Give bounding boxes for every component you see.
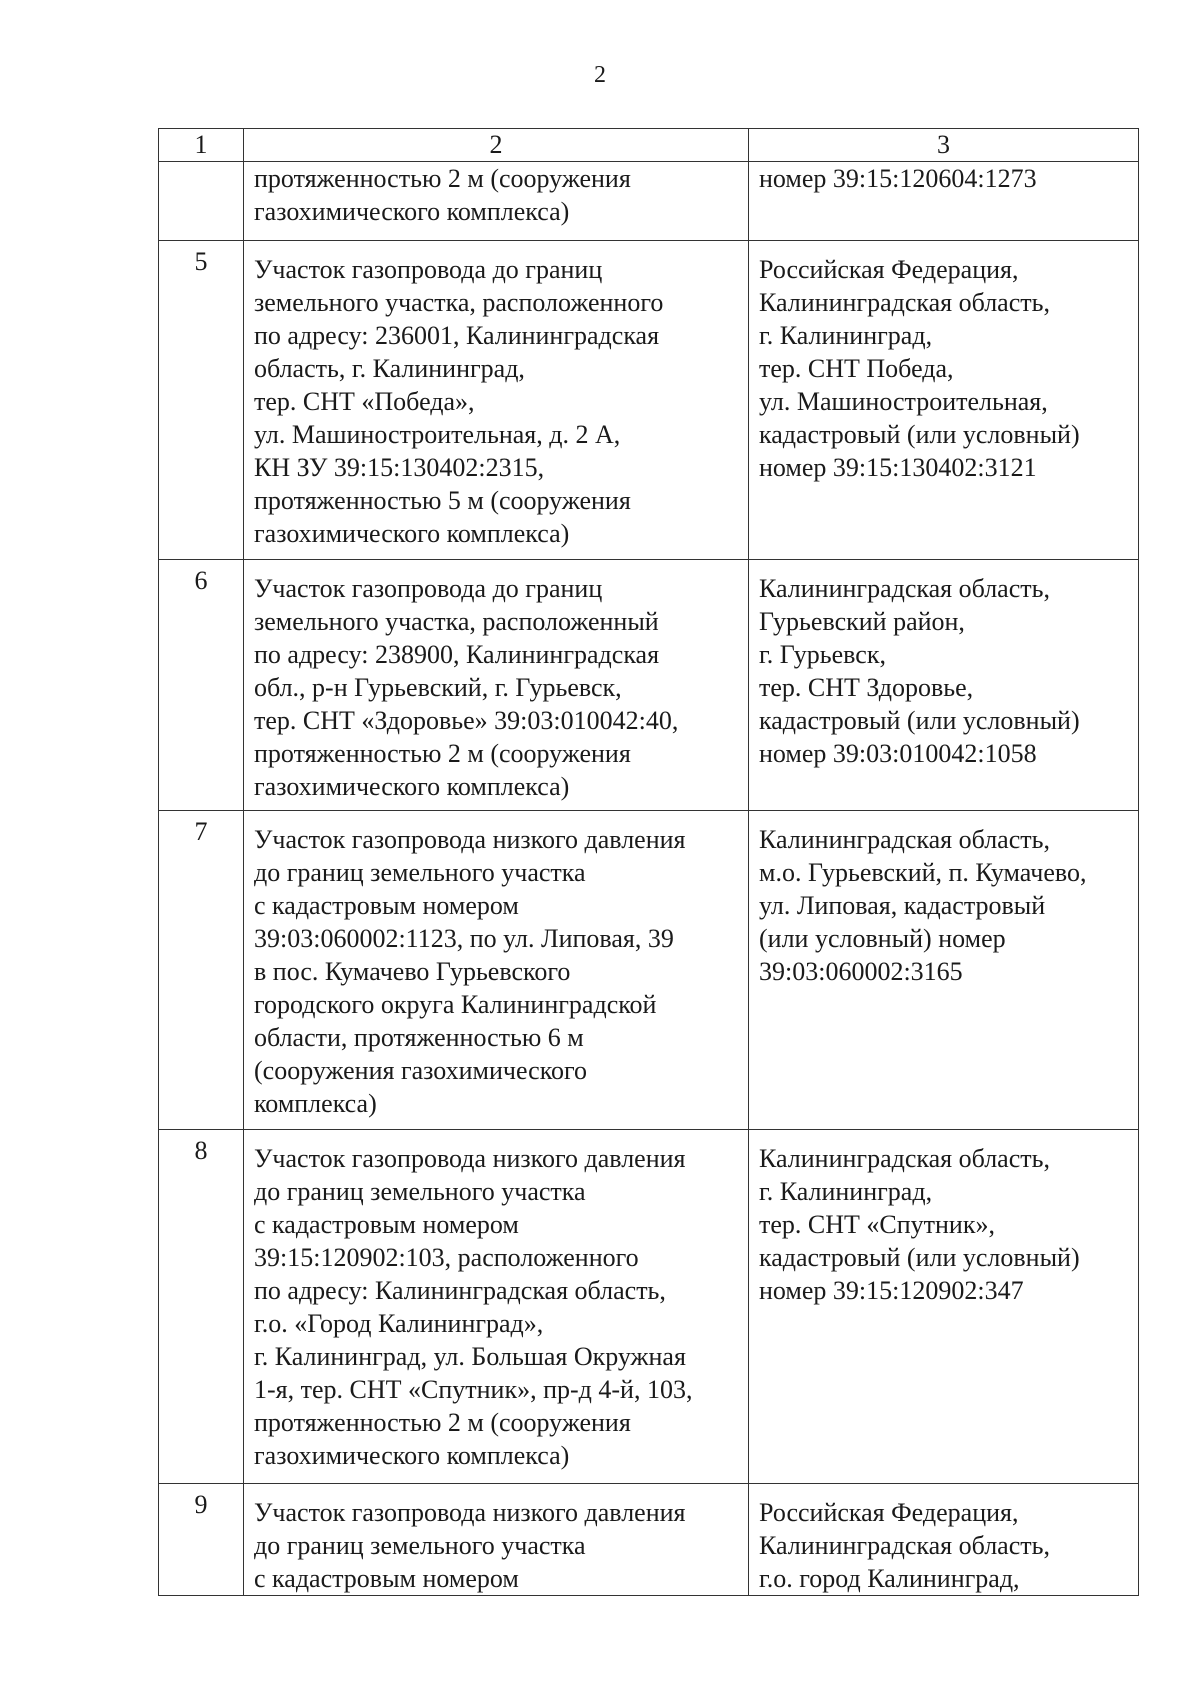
row-number-cell xyxy=(159,560,244,811)
row-number: 9 xyxy=(194,1490,208,1519)
description-text: Участок газопровода низкого давления до границ земельного участка с кадастровым номером xyxy=(254,1498,686,1593)
description-cell xyxy=(244,1484,749,1596)
description-cell xyxy=(244,560,749,811)
page-number: 2 xyxy=(594,62,606,88)
row-number-cell xyxy=(159,162,244,241)
description-text: Участок газопровода до границ земельного участка, расположенный по адресу: 238900, Калининградская обл., р-н Гурьевский, г. Гурьевск, тер. СНТ «Здоровье» 39:03:010042:40, протяженностью 2 м (сооружения газохимического комплекса) xyxy=(254,574,679,801)
row-number: 7 xyxy=(194,817,208,846)
description-cell xyxy=(244,1130,749,1484)
table-row xyxy=(159,560,1139,811)
row-number: 6 xyxy=(194,566,208,595)
description-text: Участок газопровода до границ земельного участка, расположенного по адресу: 236001, Калининградская область, г. Калининград, тер. СНТ «Победа», ул. Машиностроительная, д. 2 А, КН ЗУ 39:15:130402:2315, протяженностью 5 м (сооружения газохимического комплекса) xyxy=(254,255,664,548)
row-number-cell xyxy=(159,241,244,560)
location-cell xyxy=(749,1130,1139,1484)
table-row-continuation xyxy=(159,162,1139,241)
location-cell xyxy=(749,241,1139,560)
description-cell xyxy=(244,811,749,1130)
table-row xyxy=(159,811,1139,1130)
column-header-3: 3 xyxy=(749,129,1139,162)
location-text: номер 39:15:120604:1273 xyxy=(759,164,1037,193)
location-cell xyxy=(749,1484,1139,1596)
location-cell xyxy=(749,560,1139,811)
row-number: 5 xyxy=(194,247,208,276)
column-header-2: 2 xyxy=(244,129,749,162)
description-text: Участок газопровода низкого давления до границ земельного участка с кадастровым номером 39:15:120902:103, расположенного по адресу: Калининградская область, г.о. «Город Калининград», г. Калининград, ул. Большая Окружная 1-я, тер. СНТ «Спутник», пр-д 4-й, 103, протяженностью 2 м (сооружения газохимического комплекса) xyxy=(254,1144,693,1470)
description-cell xyxy=(244,241,749,560)
description-text: протяженностью 2 м (сооружения газохимического комплекса) xyxy=(254,164,631,226)
table-header-row xyxy=(159,129,1139,162)
table-row xyxy=(159,1130,1139,1484)
table-row xyxy=(159,241,1139,560)
column-header-1: 1 xyxy=(159,129,244,162)
row-number-cell xyxy=(159,1484,244,1596)
location-text: Калининградская область, г. Калининград, тер. СНТ «Спутник», кадастровый (или условный) номер 39:15:120902:347 xyxy=(759,1144,1080,1305)
location-text: Российская Федерация, Калининградская область, г.о. город Калининград, xyxy=(759,1498,1050,1593)
location-text: Калининградская область, Гурьевский район, г. Гурьевск, тер. СНТ Здоровье, кадастровый (или условный) номер 39:03:010042:1058 xyxy=(759,574,1080,768)
location-cell xyxy=(749,811,1139,1130)
description-text: Участок газопровода низкого давления до границ земельного участка с кадастровым номером 39:03:060002:1123, по ул. Липовая, 39 в пос. Кумачево Гурьевского городского округа Калининградской области, протяженностью 6 м (сооружения газохимического комплекса) xyxy=(254,825,686,1118)
document-table xyxy=(158,128,1139,1596)
row-number: 8 xyxy=(194,1136,208,1165)
description-cell xyxy=(244,162,749,241)
location-cell xyxy=(749,162,1139,241)
table-row xyxy=(159,1484,1139,1596)
row-number-cell xyxy=(159,1130,244,1484)
location-text: Калининградская область, м.о. Гурьевский, п. Кумачево, ул. Липовая, кадастровый (или условный) номер 39:03:060002:3165 xyxy=(759,825,1087,986)
location-text: Российская Федерация, Калининградская область, г. Калининград, тер. СНТ Победа, ул. Машиностроительная, кадастровый (или условный) номер 39:15:130402:3121 xyxy=(759,255,1080,482)
row-number-cell xyxy=(159,811,244,1130)
